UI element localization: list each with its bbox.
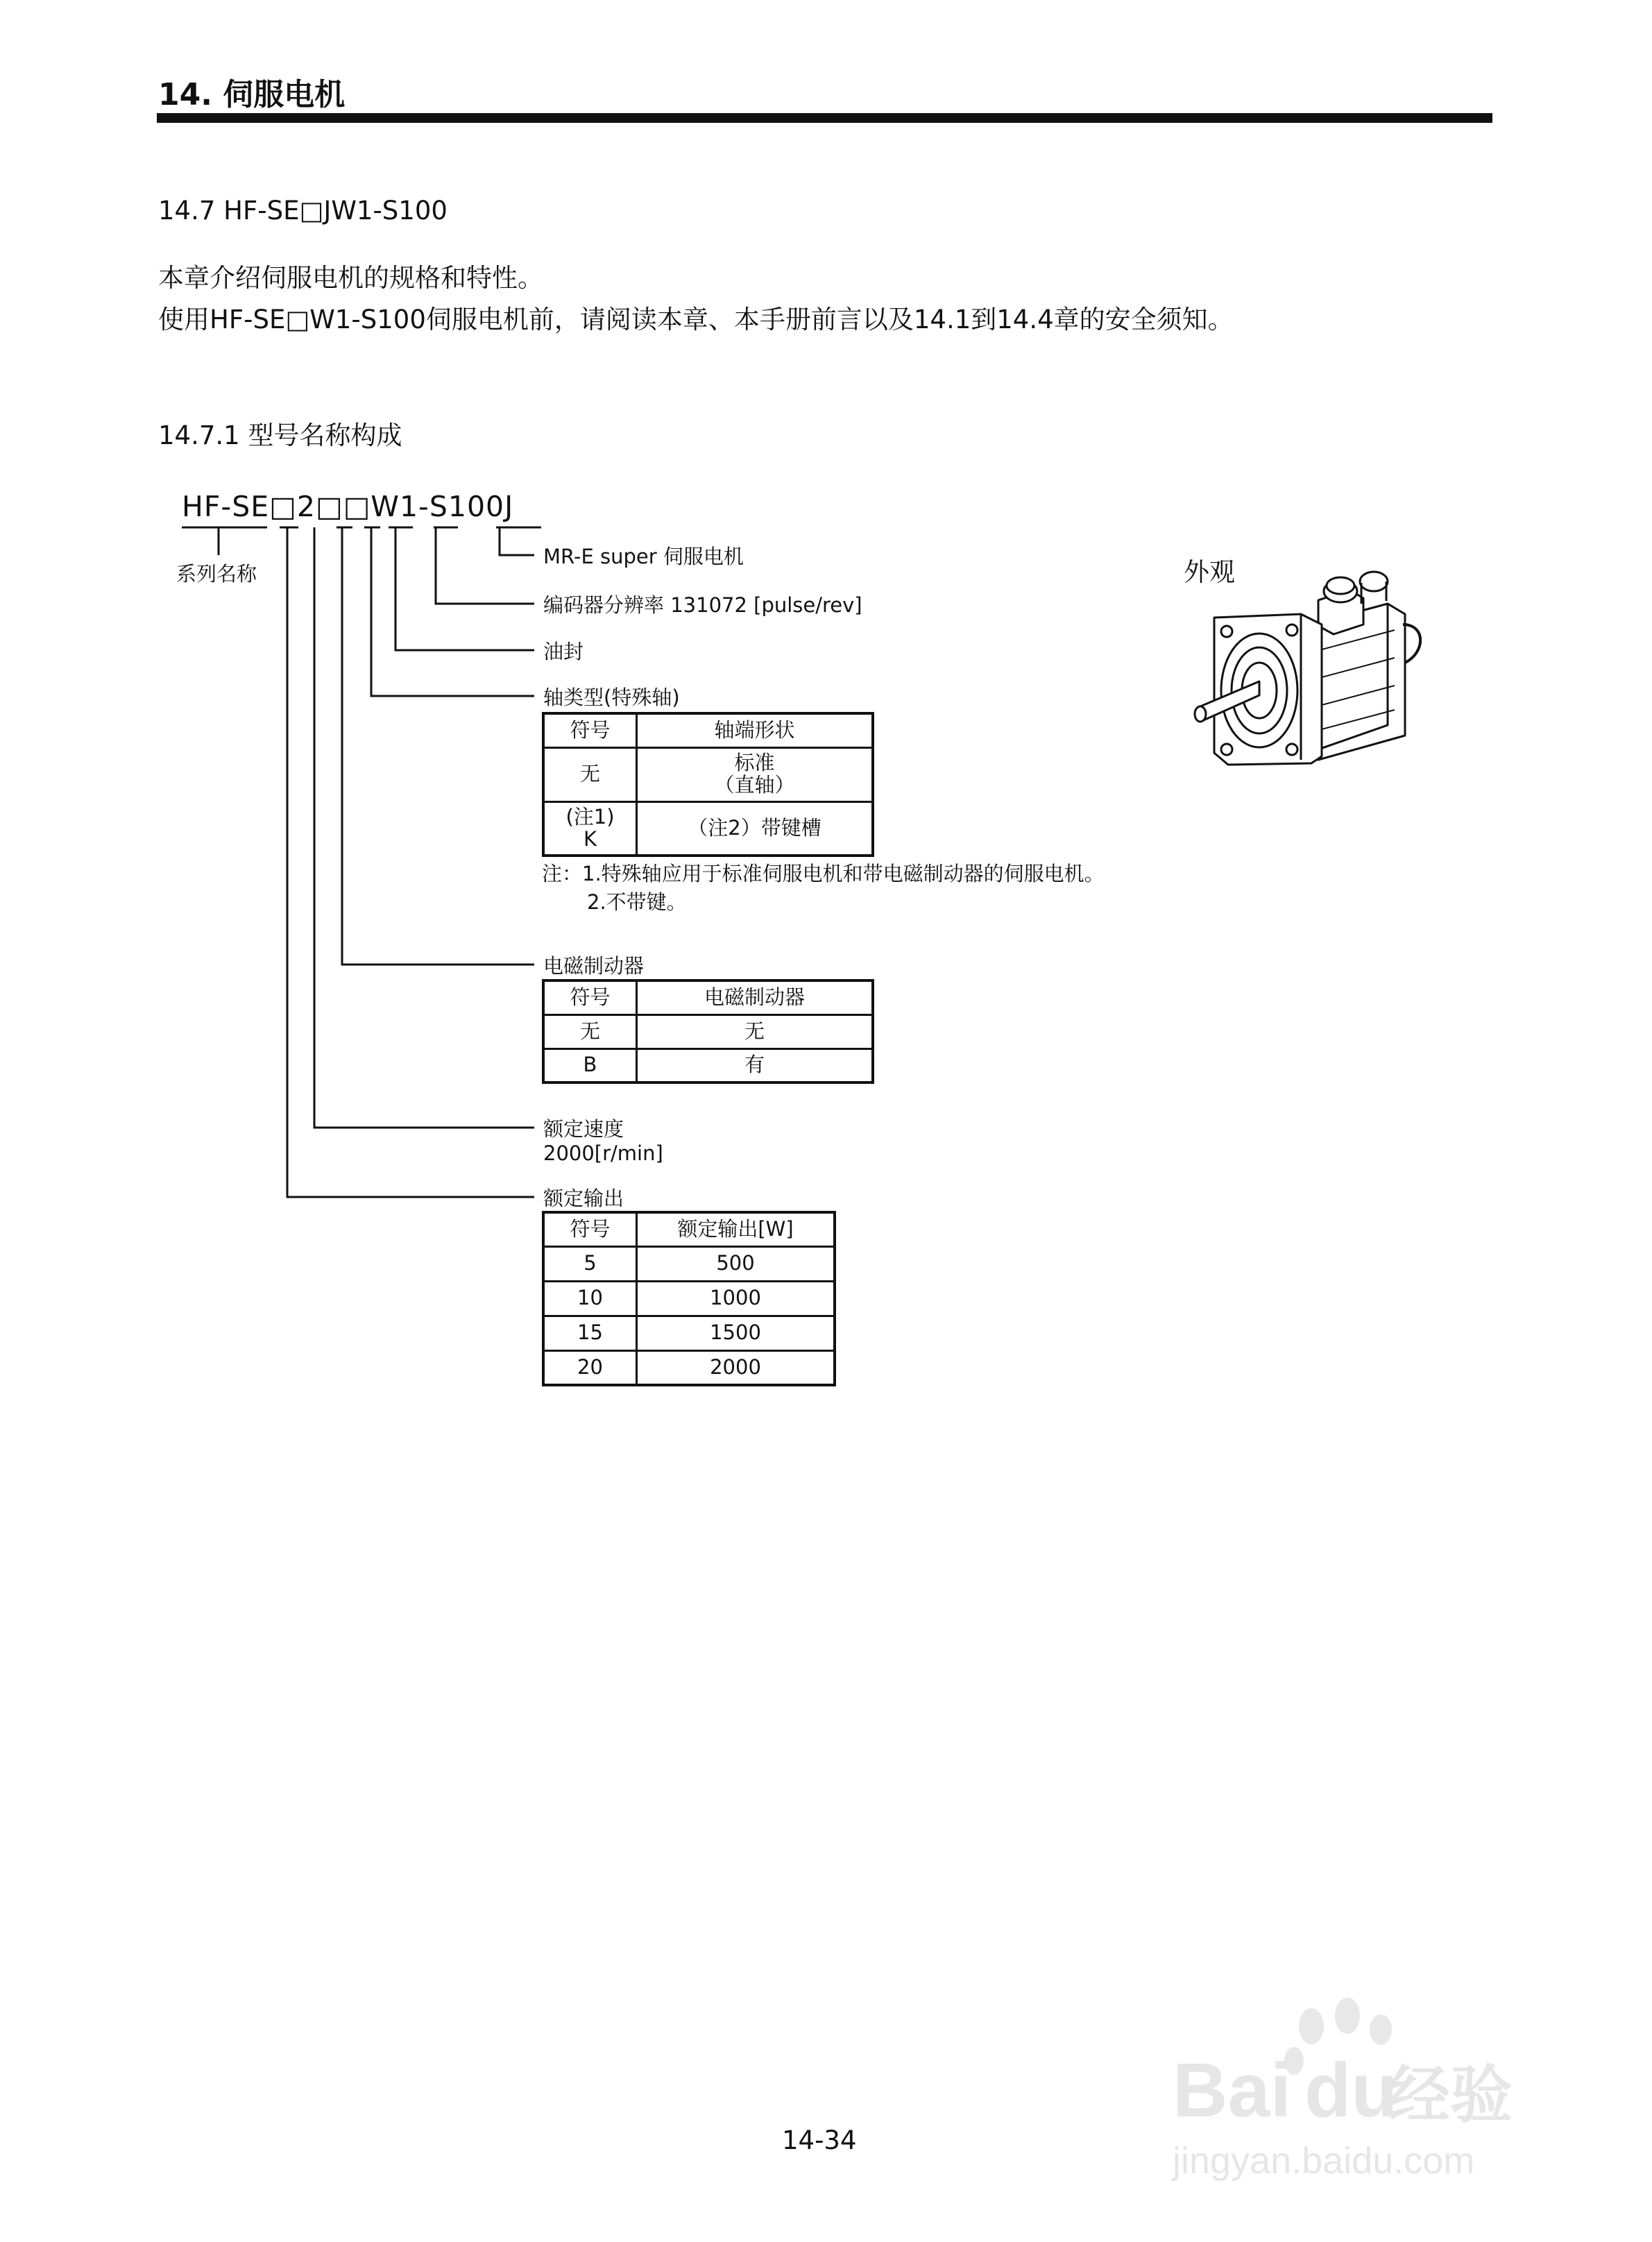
table-cell: 2000 — [637, 1350, 835, 1385]
shaft-note-1: 注：1.特殊轴应用于标准伺服电机和带电磁制动器的伺服电机。 — [542, 862, 1105, 885]
table-cell-line: (注1) — [565, 804, 615, 829]
shaft-note-2: 2.不带键。 — [587, 890, 687, 914]
table-cell: 1000 — [637, 1281, 835, 1316]
callout-speed: 额定速度 — [543, 1117, 624, 1141]
watermark-url: jingyan.baidu.com — [1173, 2140, 1475, 2182]
table-header: 额定输出[W] — [637, 1212, 835, 1246]
callout-output: 额定输出 — [543, 1187, 624, 1210]
table-row — [543, 1048, 873, 1082]
table-header: 符号 — [543, 713, 637, 747]
watermark-brand: Bai — [1173, 2048, 1292, 2133]
table-cell: （注2）带键槽 — [637, 801, 874, 856]
model-code: HF-SE□2□□W1-S100J — [182, 490, 514, 523]
table-cell: 500 — [637, 1246, 835, 1281]
table-cell: 无 — [543, 1014, 637, 1048]
table-row — [543, 1281, 835, 1316]
table-header: 符号 — [543, 1212, 637, 1246]
shaft-type-table — [542, 712, 874, 857]
table-cell: 1500 — [637, 1316, 835, 1350]
table-cell: B — [543, 1048, 637, 1082]
section-title: 14.7 HF-SE□JW1-S100 — [158, 196, 448, 226]
watermark-cn: 经验 — [1388, 2061, 1513, 2130]
callout-oil-seal: 油封 — [543, 640, 584, 663]
table-row — [543, 1014, 873, 1048]
callout-encoder: 编码器分辨率 131072 [pulse/rev] — [543, 593, 862, 617]
callout-super: MR-E super 伺服电机 — [543, 545, 744, 568]
callout-speed-value: 2000[r/min] — [543, 1141, 663, 1165]
page-number: 14-34 — [782, 2125, 857, 2155]
series-name-label: 系列名称 — [176, 562, 257, 586]
table-cell: 无 — [543, 747, 637, 801]
subsection-title: 14.7.1 型号名称构成 — [158, 421, 402, 450]
table-cell: 无 — [637, 1014, 874, 1048]
table-cell: 15 — [543, 1316, 637, 1350]
brake-table — [542, 979, 874, 1084]
watermark-brand-du: du — [1304, 2048, 1398, 2133]
table-row — [543, 1316, 835, 1350]
table-cell: 5 — [543, 1246, 637, 1281]
table-cell: 20 — [543, 1350, 637, 1385]
table-cell — [543, 801, 637, 856]
intro-paragraph-line-1: 本章介绍伺服电机的规格和特性。 — [158, 263, 543, 293]
table-row — [543, 801, 873, 856]
table-cell-line: （直轴） — [714, 773, 795, 797]
appearance-label: 外观 — [1184, 557, 1235, 587]
table-cell-line: 标准 — [734, 751, 775, 775]
table-header: 电磁制动器 — [637, 980, 874, 1014]
callout-brake: 电磁制动器 — [543, 954, 645, 978]
baidu-jingyan-watermark — [1166, 1992, 1554, 2200]
table-header: 符号 — [543, 980, 637, 1014]
rated-output-table — [542, 1211, 836, 1386]
table-row — [543, 747, 873, 801]
table-cell: 有 — [637, 1048, 874, 1082]
chapter-title: 14. 伺服电机 — [158, 77, 346, 112]
table-cell: 10 — [543, 1281, 637, 1316]
table-row — [543, 1350, 835, 1385]
servo-motor-illustration — [1180, 548, 1443, 812]
table-row — [543, 1246, 835, 1281]
table-header: 轴端形状 — [637, 713, 874, 747]
table-cell — [637, 747, 874, 801]
callout-shaft-type: 轴类型(特殊轴) — [543, 686, 680, 709]
table-cell-line: K — [583, 826, 597, 851]
intro-paragraph-line-2: 使用HF-SE□W1-S100伺服电机前，请阅读本章、本手册前言以及14.1到14.4章的安全须知。 — [158, 305, 1234, 334]
